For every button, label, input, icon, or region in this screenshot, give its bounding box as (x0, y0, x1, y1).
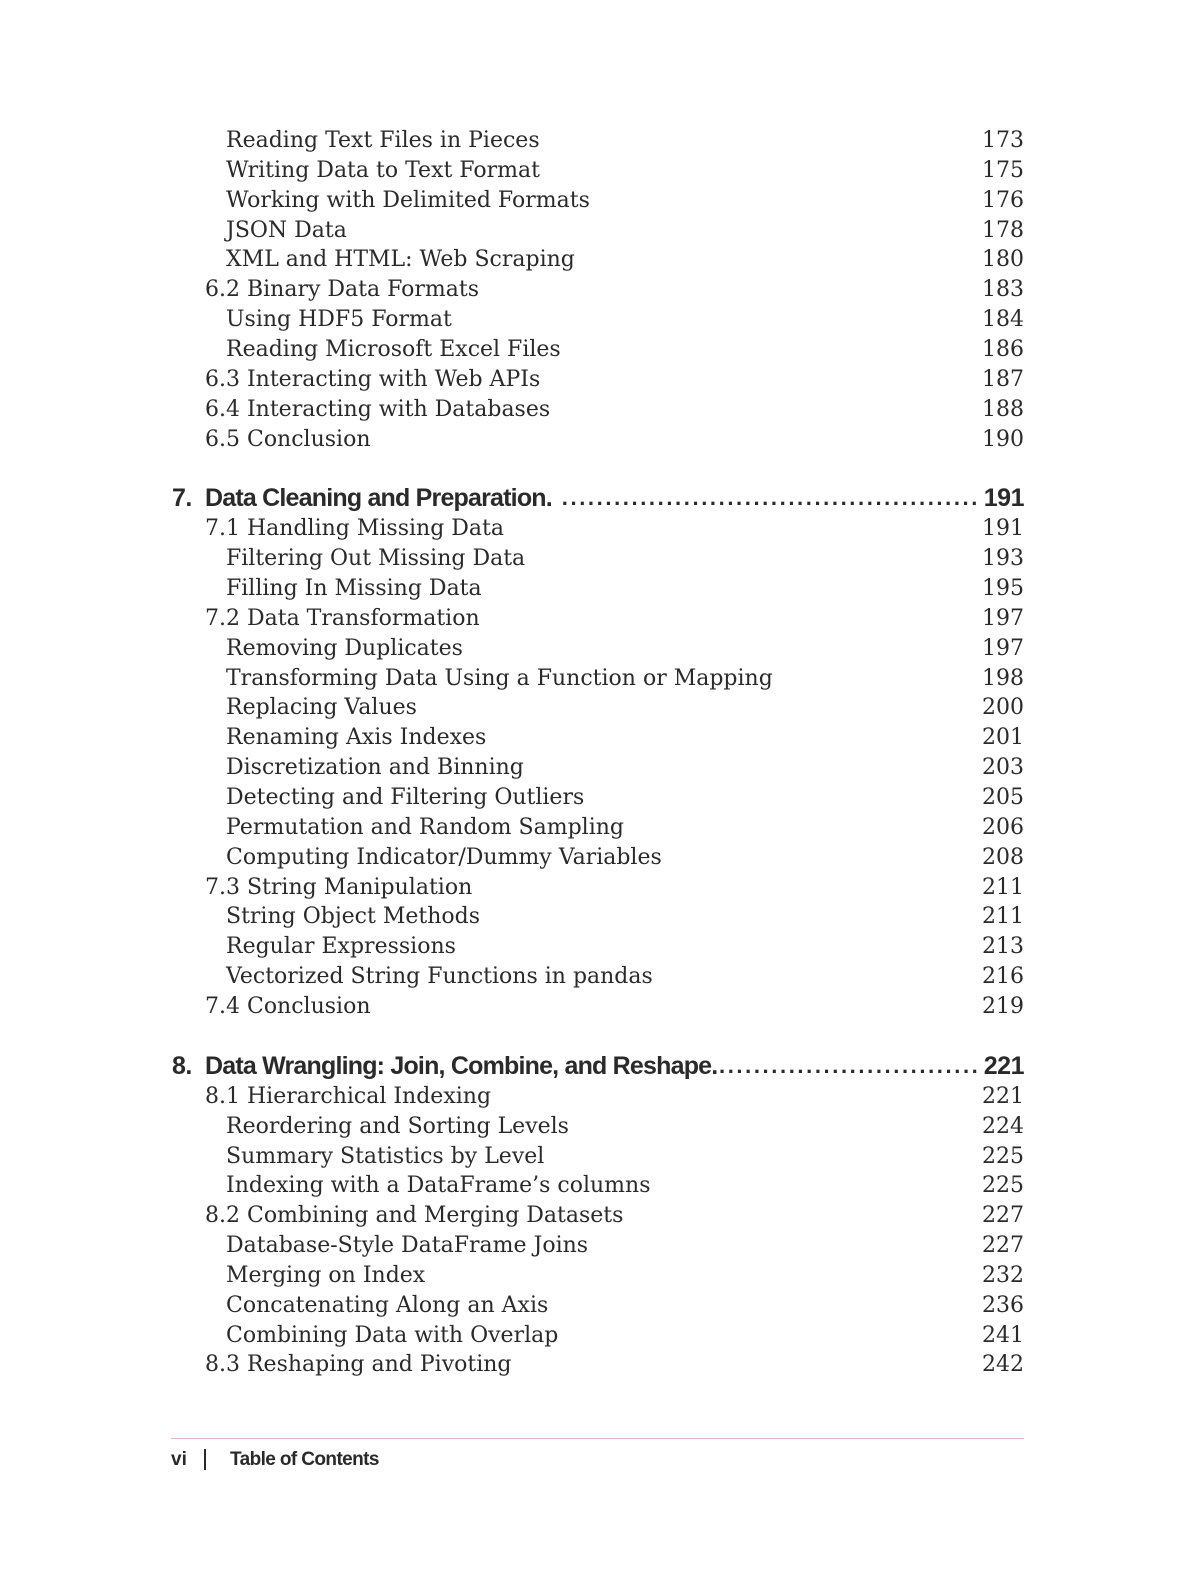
toc-entry (0, 843, 1200, 873)
entry-title: 7.2 Data Transformation (205, 605, 480, 631)
entry-title: Vectorized String Functions in pandas (226, 964, 653, 990)
toc-entry (0, 574, 1200, 604)
entry-title: Transforming Data Using a Function or Mapping (226, 665, 773, 691)
page-number: 186 (982, 336, 1024, 362)
page-number: 232 (982, 1262, 1024, 1288)
toc-entry (0, 156, 1200, 186)
entry-title: Regular Expressions (226, 934, 456, 960)
page-number: 225 (982, 1143, 1024, 1169)
page-number: 191 (983, 484, 1024, 513)
toc-entry (0, 305, 1200, 335)
toc-entry (0, 275, 1200, 305)
entry-title: Reading Text Files in Pieces (226, 128, 540, 153)
page-number: 227 (982, 1233, 1024, 1259)
page-number: 219 (982, 993, 1024, 1019)
toc-entry (0, 186, 1200, 216)
toc-entry (0, 693, 1200, 723)
entry-title: String Object Methods (226, 904, 480, 930)
page-number: 184 (982, 307, 1024, 333)
page-number: 221 (983, 1051, 1024, 1080)
toc-entry (0, 1231, 1200, 1261)
page-number: 197 (982, 635, 1024, 661)
toc-entry (0, 1350, 1200, 1380)
toc-entry (0, 634, 1200, 664)
running-title: Table of Contents (230, 1449, 379, 1470)
page-number: 241 (982, 1322, 1024, 1348)
page-number: 211 (982, 904, 1024, 930)
toc-entry (0, 425, 1200, 455)
toc-entry (0, 604, 1200, 634)
entry-title: 8.1 Hierarchical Indexing (205, 1083, 492, 1109)
entry-title: Concatenating Along an Axis (226, 1292, 549, 1318)
page-number: 201 (982, 725, 1024, 751)
page-number: 208 (982, 844, 1024, 870)
toc-entry (0, 723, 1200, 753)
entry-title: XML and HTML: Web Scraping (226, 247, 575, 273)
entry-title: Replacing Values (226, 695, 417, 721)
entry-title: Summary Statistics by Level (226, 1143, 545, 1169)
dot-leader: ................................................ (561, 485, 980, 511)
page-number: 206 (982, 814, 1024, 840)
chapter-number: 8. (172, 1051, 192, 1080)
page-number: 227 (982, 1203, 1024, 1229)
page-folio: vi (171, 1449, 187, 1470)
entry-title: Discretization and Binning (226, 755, 524, 781)
page-number: 193 (982, 546, 1024, 572)
page-number: 203 (982, 755, 1024, 781)
entry-title: Database-Style DataFrame Joins (226, 1233, 589, 1259)
entry-title: 7.4 Conclusion (205, 993, 371, 1019)
entry-title: 8.3 Reshaping and Pivoting (205, 1352, 512, 1378)
toc-chapter-entry (0, 482, 1200, 514)
page-number: 188 (982, 396, 1024, 422)
page-number: 236 (982, 1292, 1024, 1318)
entry-title: 6.3 Interacting with Web APIs (205, 366, 541, 392)
toc-entry (0, 514, 1200, 544)
entry-title: Reordering and Sorting Levels (226, 1113, 569, 1139)
page-number: 191 (982, 516, 1024, 542)
entry-title: 7.3 String Manipulation (205, 874, 473, 900)
toc-entry (0, 1201, 1200, 1231)
toc-entry (0, 365, 1200, 395)
page-number: 180 (982, 247, 1024, 273)
entry-title: 7.1 Handling Missing Data (205, 516, 504, 542)
page-number: 178 (982, 217, 1024, 243)
entry-title: Renaming Axis Indexes (226, 725, 487, 751)
chapter-title: Data Cleaning and Preparation. (205, 484, 552, 513)
toc-entry (0, 335, 1200, 365)
entry-title: Working with Delimited Formats (226, 187, 590, 213)
toc-entry (0, 1112, 1200, 1142)
chapter-number: 7. (172, 484, 192, 513)
page-number: 176 (982, 187, 1024, 213)
toc-entry (0, 395, 1200, 425)
toc-entry (0, 664, 1200, 694)
toc-chapter-entry (0, 1050, 1200, 1082)
entry-title: 6.2 Binary Data Formats (205, 277, 480, 303)
page-number: 187 (982, 366, 1024, 392)
toc-entry (0, 544, 1200, 574)
entry-title: Indexing with a DataFrame’s columns (226, 1173, 651, 1199)
entry-title: Using HDF5 Format (226, 307, 452, 333)
toc-entry (0, 813, 1200, 843)
entry-title: 6.4 Interacting with Databases (205, 396, 551, 422)
toc-entry (0, 1291, 1200, 1321)
page-number: 183 (982, 277, 1024, 303)
toc-entry (0, 1082, 1200, 1112)
page-number: 175 (982, 157, 1024, 183)
footer-separator (204, 1449, 206, 1470)
entry-title: Reading Microsoft Excel Files (226, 336, 561, 362)
toc-entry (0, 753, 1200, 783)
toc-entry (0, 1321, 1200, 1351)
toc-entry (0, 962, 1200, 992)
toc-entry (0, 902, 1200, 932)
page-number: 197 (982, 605, 1024, 631)
page-number: 205 (982, 785, 1024, 810)
entry-title: Writing Data to Text Format (226, 157, 540, 183)
toc-entry (0, 992, 1200, 1022)
page-number: 221 (982, 1083, 1024, 1109)
entry-title: 6.5 Conclusion (205, 426, 371, 452)
chapter-title: Data Wrangling: Join, Combine, and Reshape. (205, 1051, 718, 1080)
toc-entry (0, 1142, 1200, 1172)
page-number: 216 (982, 964, 1024, 990)
toc-entry (0, 932, 1200, 962)
page-number: 213 (982, 934, 1024, 960)
page-number: 190 (982, 426, 1024, 452)
page-number: 211 (982, 874, 1024, 900)
page-number: 198 (982, 665, 1024, 691)
page-number: 195 (982, 576, 1024, 602)
page-number: 173 (982, 128, 1024, 153)
page-number: 200 (982, 695, 1024, 721)
toc-entry (0, 126, 1200, 156)
entry-title: 8.2 Combining and Merging Datasets (205, 1203, 624, 1229)
toc-entry (0, 245, 1200, 275)
page-number: 242 (982, 1352, 1024, 1378)
entry-title: Merging on Index (226, 1262, 426, 1288)
toc-entry (0, 216, 1200, 246)
page-number: 225 (982, 1173, 1024, 1199)
toc-entry (0, 1171, 1200, 1201)
toc-entry (0, 873, 1200, 903)
toc-entry (0, 1261, 1200, 1291)
toc-entry (0, 783, 1200, 813)
entry-title: Detecting and Filtering Outliers (226, 785, 585, 810)
entry-title: Filtering Out Missing Data (226, 546, 526, 572)
footer-rule (171, 1438, 1024, 1439)
entry-title: Removing Duplicates (226, 635, 463, 661)
entry-title: Computing Indicator/Dummy Variables (226, 844, 662, 870)
dot-leader: .............................. (719, 1052, 980, 1078)
page-number: 224 (982, 1113, 1024, 1139)
entry-title: Permutation and Random Sampling (226, 814, 624, 840)
entry-title: Combining Data with Overlap (226, 1322, 559, 1348)
entry-title: JSON Data (226, 217, 347, 243)
entry-title: Filling In Missing Data (226, 576, 482, 602)
